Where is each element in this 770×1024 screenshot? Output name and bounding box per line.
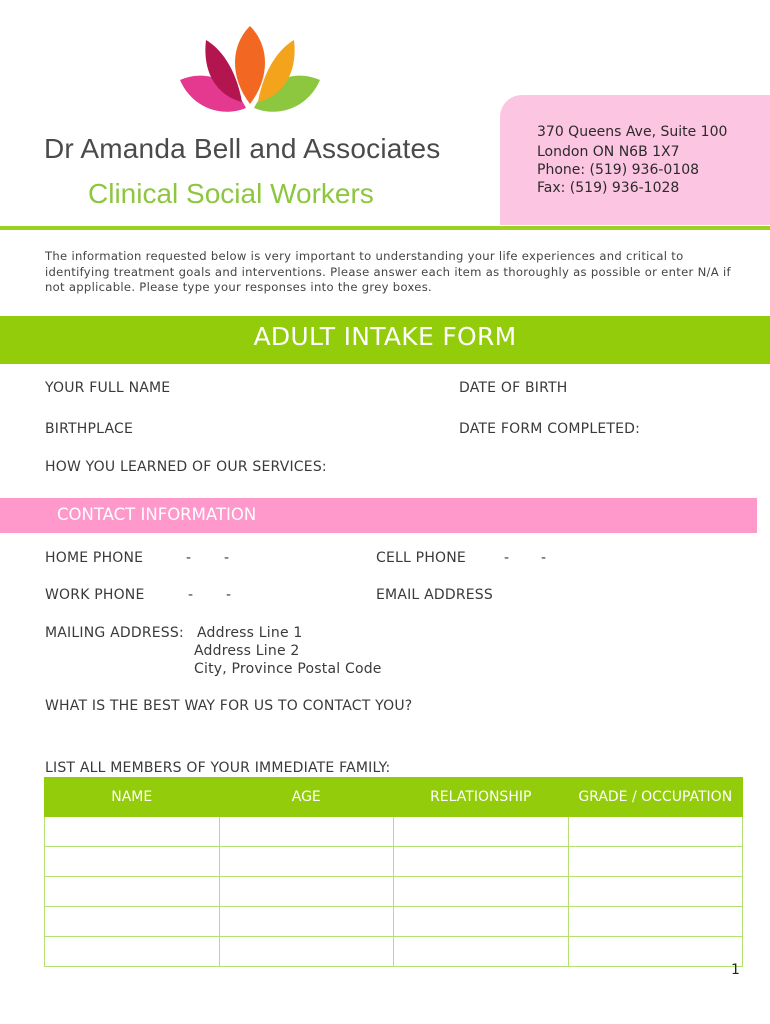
family-table-header bbox=[45, 778, 743, 817]
brand-tagline: Clinical Social Workers bbox=[88, 178, 374, 209]
work-phone-dash: - bbox=[188, 587, 194, 603]
header-divider bbox=[0, 226, 770, 230]
relationship-cell[interactable] bbox=[394, 847, 569, 877]
brand-name: Dr Amanda Bell and Associates bbox=[44, 133, 441, 164]
occupation-cell[interactable] bbox=[568, 847, 743, 877]
email-label: EMAIL ADDRESS bbox=[376, 587, 493, 603]
table-row bbox=[45, 817, 743, 847]
age-cell[interactable] bbox=[219, 907, 394, 937]
col-name-header: NAME bbox=[45, 778, 220, 817]
table-row bbox=[45, 907, 743, 937]
learned-of-services-label: HOW YOU LEARNED OF OUR SERVICES: bbox=[45, 459, 327, 475]
address-line-1-field[interactable]: Address Line 1 bbox=[197, 625, 303, 641]
work-phone-dash: - bbox=[226, 587, 232, 603]
col-relationship-header: RELATIONSHIP bbox=[394, 778, 569, 817]
relationship-cell[interactable] bbox=[394, 937, 569, 967]
birthplace-label: BIRTHPLACE bbox=[45, 421, 134, 437]
address-phone: Phone: (519) 936-0108 bbox=[537, 162, 700, 178]
name-cell[interactable] bbox=[45, 877, 220, 907]
table-row bbox=[45, 877, 743, 907]
address-fax: Fax: (519) 936-1028 bbox=[537, 180, 680, 196]
mailing-address-label: MAILING ADDRESS: bbox=[45, 625, 184, 641]
page-number: 1 bbox=[731, 962, 740, 978]
name-cell[interactable] bbox=[45, 847, 220, 877]
form-title: ADULT INTAKE FORM bbox=[253, 322, 517, 351]
full-name-label: YOUR FULL NAME bbox=[45, 380, 171, 396]
home-phone-label: HOME PHONE bbox=[45, 550, 144, 566]
name-cell[interactable] bbox=[45, 937, 220, 967]
lotus-flower-icon bbox=[178, 22, 322, 114]
cell-phone-label: CELL PHONE bbox=[376, 550, 466, 566]
age-cell[interactable] bbox=[219, 847, 394, 877]
family-table bbox=[44, 777, 743, 967]
age-cell[interactable] bbox=[219, 937, 394, 967]
address-line-2: London ON N6B 1X7 bbox=[537, 144, 680, 160]
family-heading: LIST ALL MEMBERS OF YOUR IMMEDIATE FAMILY: bbox=[45, 760, 391, 776]
name-cell[interactable] bbox=[45, 907, 220, 937]
best-contact-label: WHAT IS THE BEST WAY FOR US TO CONTACT YOU? bbox=[45, 698, 413, 714]
table-row bbox=[45, 937, 743, 967]
date-of-birth-label: DATE OF BIRTH bbox=[459, 380, 568, 396]
relationship-cell[interactable] bbox=[394, 907, 569, 937]
relationship-cell[interactable] bbox=[394, 877, 569, 907]
col-age-header: AGE bbox=[219, 778, 394, 817]
col-occupation-header: GRADE / OCCUPATION bbox=[568, 778, 743, 817]
age-cell[interactable] bbox=[219, 877, 394, 907]
occupation-cell[interactable] bbox=[568, 907, 743, 937]
date-completed-label: DATE FORM COMPLETED: bbox=[459, 421, 641, 437]
address-line-1: 370 Queens Ave, Suite 100 bbox=[537, 124, 728, 140]
cell-phone-dash: - bbox=[504, 550, 510, 566]
name-cell[interactable] bbox=[45, 817, 220, 847]
address-box bbox=[500, 95, 770, 225]
occupation-cell[interactable] bbox=[568, 937, 743, 967]
home-phone-dash: - bbox=[186, 550, 192, 566]
address-city-field[interactable]: City, Province Postal Code bbox=[194, 661, 382, 677]
contact-section-title: CONTACT INFORMATION bbox=[57, 505, 257, 524]
table-row bbox=[45, 847, 743, 877]
intro-text: The information requested below is very important to understanding your life experiences and critical to identifying treatment goals and interventions. Please answer each item as thoroughly as possible or enter N/A if not applicable. Please type your responses into the grey boxes. bbox=[45, 249, 731, 294]
occupation-cell[interactable] bbox=[568, 817, 743, 847]
work-phone-label: WORK PHONE bbox=[45, 587, 145, 603]
cell-phone-dash: - bbox=[541, 550, 547, 566]
occupation-cell[interactable] bbox=[568, 877, 743, 907]
address-line-2-field[interactable]: Address Line 2 bbox=[194, 643, 300, 659]
home-phone-dash: - bbox=[224, 550, 230, 566]
relationship-cell[interactable] bbox=[394, 817, 569, 847]
age-cell[interactable] bbox=[219, 817, 394, 847]
